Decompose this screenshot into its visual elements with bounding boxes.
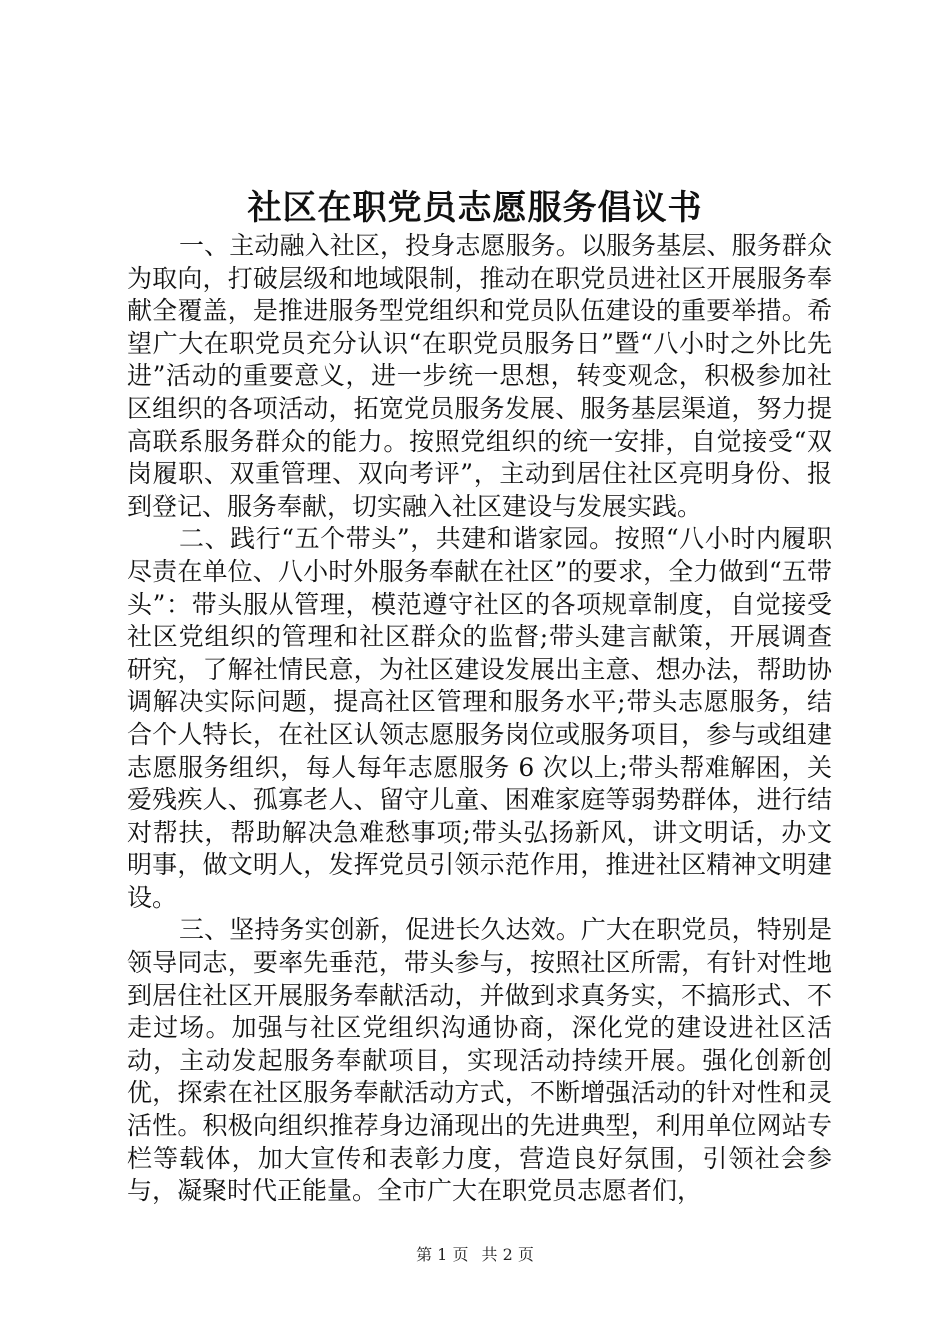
paragraph-2: 二、践行“五个带头”，共建和谐家园。按照“八小时内履职尽责在单位、八小时外服务奉献在社区”的要求，全力做到“五带头”：带头服从管理，模范遵守社区的各项规章制度，自觉接受社区党组织的管理和社区群众的监督;带头建言献策，开展调查研究，了解社情民意，为社区建设发展出主意、想办法，帮助协调解决实际问题，提高社区管理和服务水平;带头志愿服务，结合个人特长，在社区认领志愿服务岗位或服务项目，参与或组建志愿服务组织，每人每年志愿服务 6 次以上;带头帮难解困，关爱残疾人、孤寡老人、留守儿童、困难家庭等弱势群体，进行结对帮扶，帮助解决急难愁事项;带头弘扬新风，讲文明话，办文明事，做文明人，发挥党员引领示范作用，推进社区精神文明建设。 bbox=[127, 524, 832, 912]
paragraph-1: 一、主动融入社区，投身志愿服务。以服务基层、服务群众为取向，打破层级和地域限制，推动在职党员进社区开展服务奉献全覆盖，是推进服务型党组织和党员队伍建设的重要举措。希望广大在职党员充分认识“在职党员服务日”暨“八小时之外比先进”活动的重要意义，进一步统一思想，转变观念，积极参加社区组织的各项活动，拓宽党员服务发展、服务基层渠道，努力提高联系服务群众的能力。按照党组织的统一安排，自觉接受“双岗履职、双重管理、双向考评”，主动到居住社区亮明身份、报到登记、服务奉献，切实融入社区建设与发展实践。 bbox=[127, 231, 832, 521]
document-title: 社区在职党员志愿服务倡议书 bbox=[247, 188, 703, 228]
document-body bbox=[127, 230, 832, 1208]
page-number-current: 第 1 页 bbox=[416, 1245, 469, 1264]
page-footer bbox=[0, 1243, 950, 1267]
page-number-total: 共 2 页 bbox=[481, 1245, 534, 1264]
paragraph-3: 三、坚持务实创新，促进长久达效。广大在职党员，特别是领导同志，要率先垂范，带头参与，按照社区所需，有针对性地到居住社区开展服务奉献活动，并做到求真务实，不搞形式、不走过场。加强与社区党组织沟通协商，深化党的建设进社区活动，主动发起服务奉献项目，实现活动持续开展。强化创新创优，探索在社区服务奉献活动方式，不断增强活动的针对性和灵活性。积极向组织推荐身边涌现出的先进典型，利用单位网站专栏等载体，加大宣传和表彰力度，营造良好氛围，引领社会参与，凝聚时代正能量。全市广大在职党员志愿者们， bbox=[127, 915, 832, 1206]
